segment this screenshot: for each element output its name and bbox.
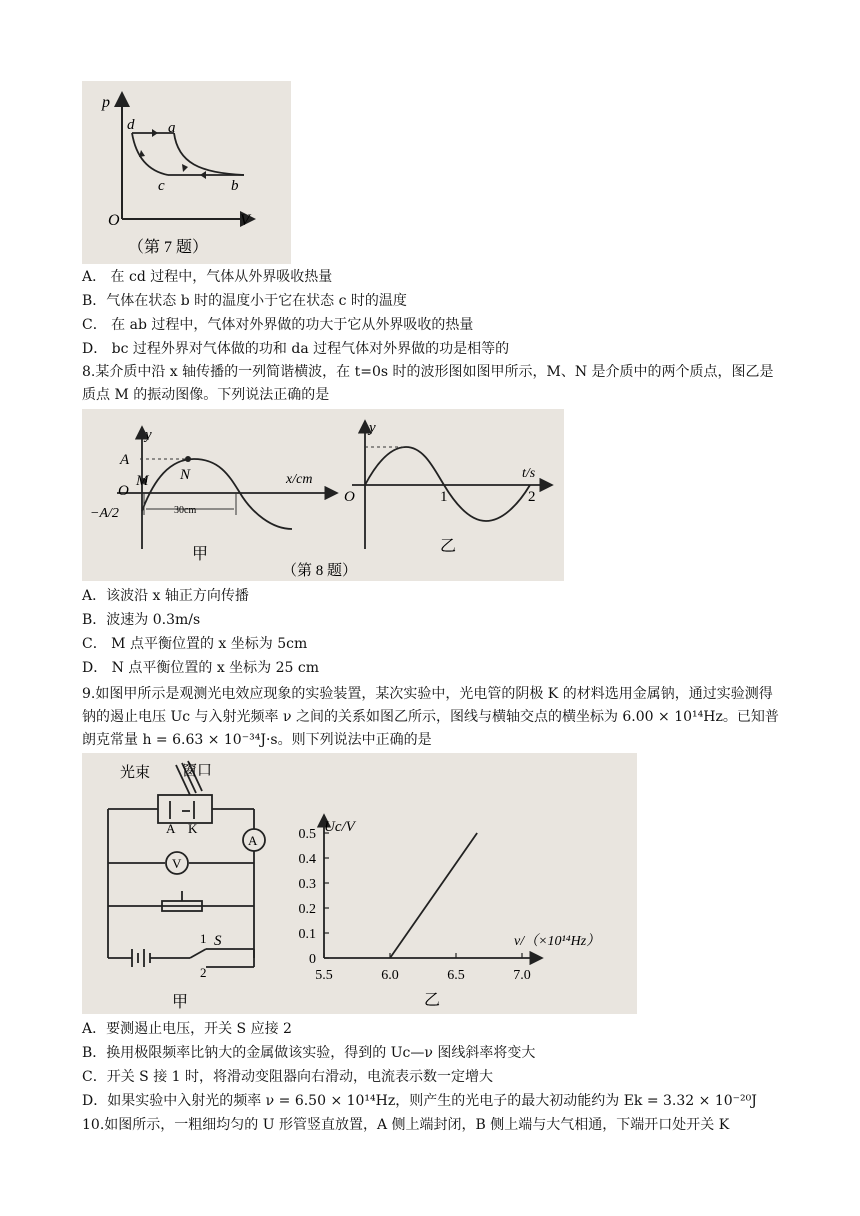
q8-stem: 8.某介质中沿 x 轴传播的一列简谐横波，在 t=0s 时的波形图如图甲所示，M、N 是介质中的两个质点，图乙是质点 M 的振动图像。下列说法正确的是 (82, 364, 774, 403)
q9-stem: 9.如图甲所示是观测光电效应现象的实验装置，某次实验中，光电管的阴极 K 的材料选用金属钠，通过实验测得钠的遏止电压 Uc 与入射光频率 ν 之间的关系如图乙所示，图线与横轴交点的横坐标为 6.00 × 10¹⁴Hz。已知普朗克常量 h = 6.63 × 10⁻³⁴J·s。则下列说法中正确的是 (82, 686, 779, 748)
q8-option-c: C． M 点平衡位置的 x 坐标为 5cm (82, 636, 308, 652)
uc-frequency-chart (299, 815, 543, 983)
fig8-left-O: O (118, 483, 129, 499)
fig8-left-y: y (145, 427, 152, 443)
fig7-label-b: b (231, 178, 239, 194)
fig7-caption: （第 7 题） (128, 239, 209, 256)
q8-option-a: A．该波沿 x 轴正方向传播 (82, 588, 249, 604)
chart-xlabel: ν/（×10¹⁴Hz） (514, 934, 601, 949)
chart-x-tick-label: 7.0 (513, 968, 531, 983)
chart-name: 乙 (424, 992, 441, 1009)
chart-y-tick-label: 0.3 (298, 877, 316, 892)
chart-y-tick-label: 0.1 (298, 927, 316, 942)
chart-y-tick-label: 0.5 (298, 827, 316, 842)
fig8-right-O: O (344, 489, 355, 505)
switch-pos-1: 1 (200, 931, 207, 946)
fig7-label-c: c (158, 178, 165, 194)
q7-option-c: C． 在 ab 过程中，气体对外界做的功大于它从外界吸收的热量 (82, 317, 474, 333)
circuit-cathode-label: K (188, 821, 198, 836)
figure-7 (82, 81, 291, 264)
q9-option-b: B．换用极限频率比钠大的金属做该实验，得到的 Uc—ν 图线斜率将变大 (82, 1045, 536, 1061)
figure-8 (82, 409, 564, 581)
q9-option-d: D．如果实验中入射光的频率 ν = 6.50 × 10¹⁴Hz，则产生的光电子的最大初动能约为 Ek = 3.32 × 10⁻²⁰J (82, 1093, 757, 1109)
fig8-left-A: A (120, 452, 130, 468)
voltmeter-label: V (172, 856, 182, 871)
chart-x-tick-label: 6.0 (381, 968, 399, 983)
fig8-right-name: 乙 (440, 538, 457, 555)
chart-y-tick-label: 0.4 (298, 852, 316, 867)
circuit-diagram (108, 761, 265, 967)
q9-option-c: C．开关 S 接 1 时，将滑动变阻器向右滑动，电流表示数一定增大 (82, 1069, 494, 1085)
figure-9 (82, 753, 637, 1014)
fig8-left-name: 甲 (192, 546, 209, 563)
fig7-label-p: p (102, 94, 110, 111)
chart-y-tick-label: 0 (309, 952, 316, 967)
chart-y-tick-label: 0.2 (298, 902, 316, 917)
q10-stem: 10.如图所示，一粗细均匀的 U 形管竖直放置，A 侧上端封闭，B 侧上端与大气相通，下端开口处开关 K (82, 1117, 730, 1133)
fig7-label-O: O (108, 212, 120, 229)
chart-x-tick-label: 5.5 (315, 968, 333, 983)
q8-option-b: B．波速为 0.3m/s (82, 612, 201, 628)
fig8-right-t1: 1 (440, 489, 448, 505)
fig7-label-a: a (168, 120, 176, 136)
chart-x-tick-label: 6.5 (447, 968, 465, 983)
q8-option-d: D． N 点平衡位置的 x 坐标为 25 cm (82, 660, 320, 676)
fig8-right-y: y (369, 420, 376, 436)
fig8-caption: （第 8 题） (282, 563, 358, 579)
q7-option-d: D． bc 过程外界对气体做的功和 da 过程气体对外界做的功是相等的 (82, 341, 510, 357)
circuit-name: 甲 (172, 994, 189, 1011)
fig8-left-dist: 30cm (174, 505, 197, 516)
fig8-left-N: N (180, 467, 191, 483)
switch-label: S (214, 933, 222, 949)
fig8-right-t2: 2 (528, 489, 536, 505)
circuit-window-label: 窗口 (182, 763, 213, 779)
fig8-left-M: M (136, 473, 149, 489)
q7-option-b: B．气体在状态 b 时的温度小于它在状态 c 时的温度 (82, 293, 407, 309)
circuit-anode-label: A (166, 821, 176, 836)
switch-pos-2: 2 (200, 965, 207, 980)
circuit-beam-label: 光束 (120, 765, 151, 781)
fig8-right-taxis: t/s (522, 466, 536, 481)
ammeter-label: A (248, 833, 258, 848)
fig7-label-V: V (240, 212, 250, 229)
fig7-label-d: d (127, 117, 135, 133)
fig8-left-xaxis: x/cm (286, 472, 313, 487)
chart-ylabel: Uc/V (324, 819, 355, 835)
q7-option-a: A． 在 cd 过程中，气体从外界吸收热量 (82, 269, 333, 285)
chart-series-line (390, 833, 477, 958)
q9-option-a: A．要测遏止电压，开关 S 应接 2 (82, 1021, 292, 1037)
fig8-left-negA2: −A/2 (90, 506, 119, 521)
